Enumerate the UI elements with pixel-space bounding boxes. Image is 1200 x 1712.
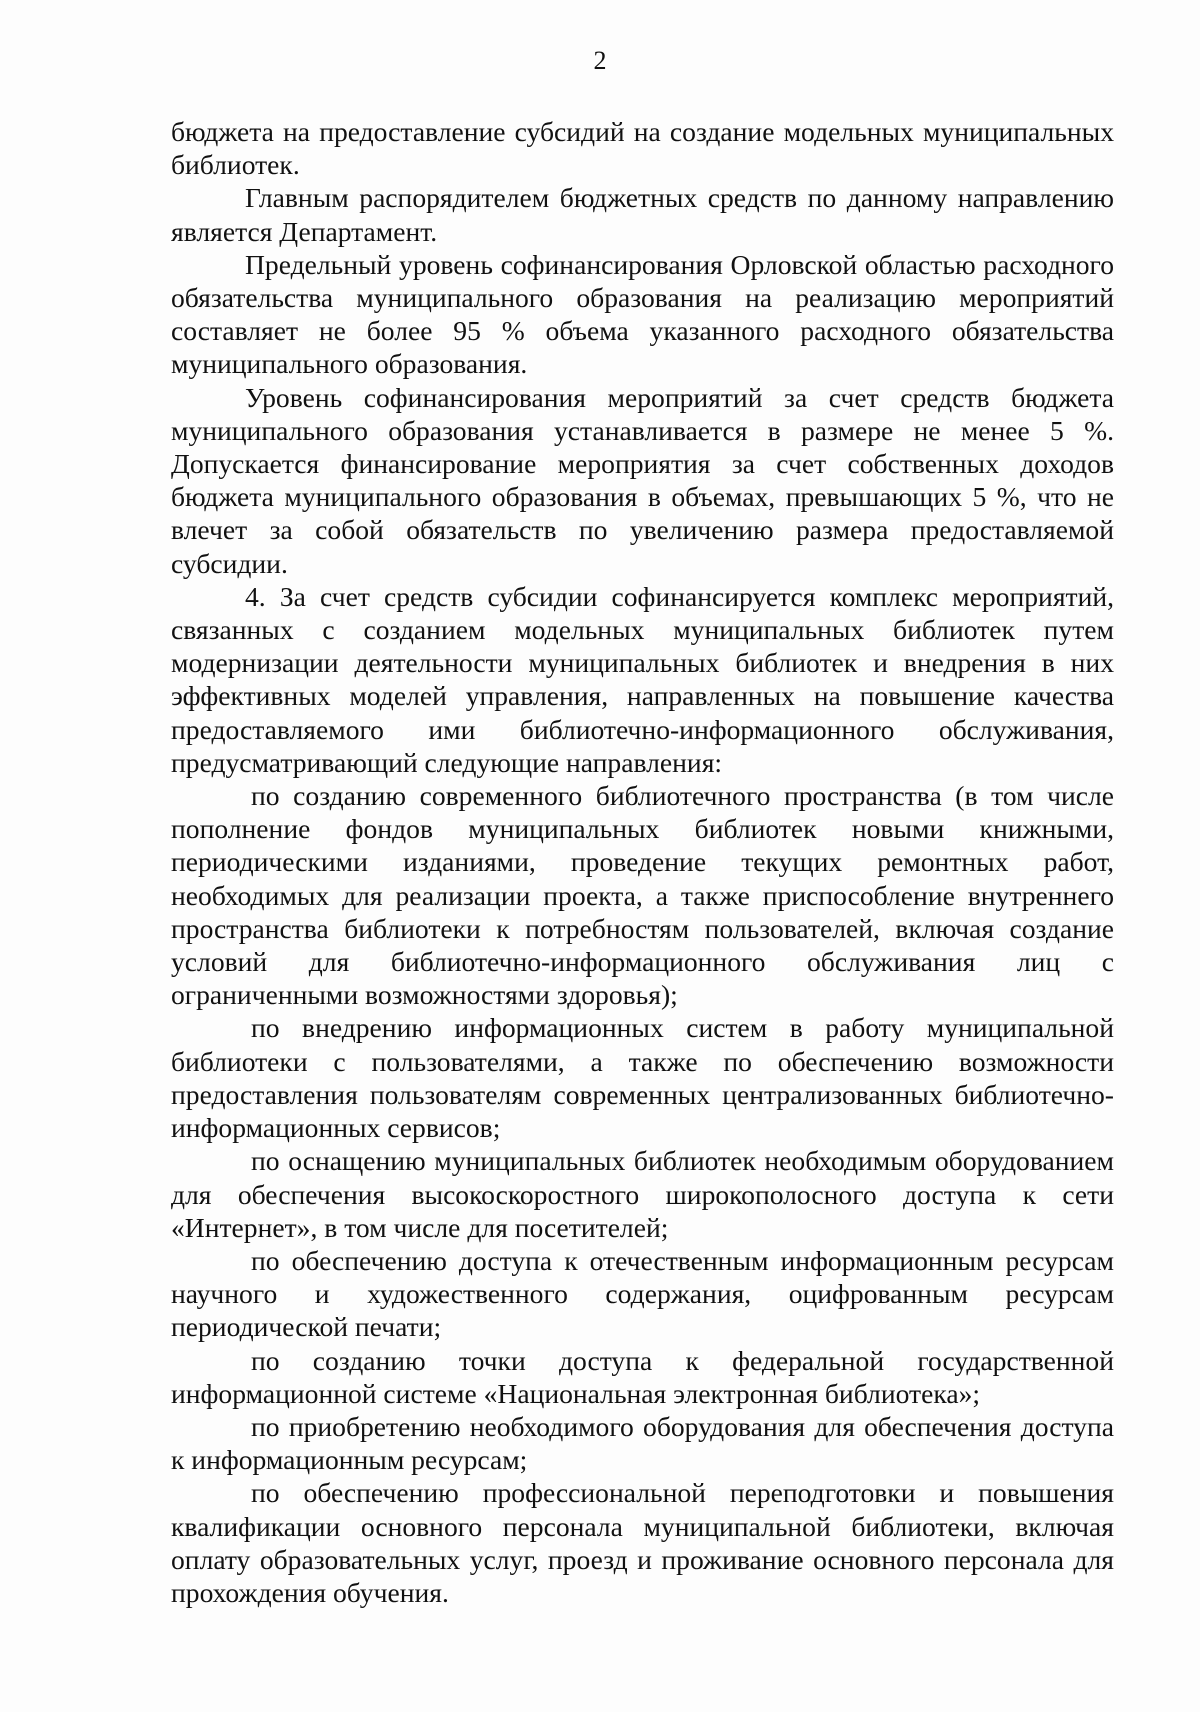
page-number: 2 <box>593 46 607 75</box>
paragraph-staff-training: по обеспечению профессиональной переподготовки и повышения квалификации основного персонала муниципальной библиотеки, включая оплату образовательных услуг, проезд и проживание основного персонала для прохождения обучения. <box>171 1477 1114 1608</box>
paragraph-neb-access-point: по созданию точки доступа к федеральной государственной информационной системе «Национальная электронная библиотека»; <box>171 1344 1114 1409</box>
document-body <box>171 115 1114 1609</box>
paragraph-equipment-purchase: по приобретению необходимого оборудования для обеспечения доступа к информационным ресурсам; <box>171 1410 1114 1476</box>
paragraph-chief-manager: Главным распорядителем бюджетных средств по данному направлению является Департамент. <box>171 182 1114 247</box>
paragraph-budget-continuation: бюджета на предоставление субсидий на создание модельных муниципальных библиотек. <box>171 116 1114 181</box>
paragraph-cofinancing-level: Уровень софинансирования мероприятий за счет средств бюджета муниципального образования устанавливается в размере не менее 5 %. Допускается финансирование мероприятия за счет собственных доходов бюджета муниципального образования в объемах, превышающих 5 %, что не влечет за собой обязательств по увеличению размера предоставляемой субсидии. <box>171 381 1114 579</box>
paragraph-information-systems: по внедрению информационных систем в работу муниципальной библиотеки с пользователями, а также по обеспечению возможности предоставления пользователям современных централизованных библиотечно-информационных сервисов; <box>171 1012 1114 1144</box>
paragraph-library-space: по созданию современного библиотечного пространства (в том числе пополнение фондов муниципальных библиотек новыми книжными, периодическими изданиями, проведение текущих ремонтных работ, необходимых для реализации проекта, а также приспособление внутреннего пространства библиотеки к потребностям пользователей, включая создание условий для библиотечно-информационного обслуживания лиц с ограниченными возможностями здоровья); <box>171 780 1114 1011</box>
paragraph-cofinancing-limit: Предельный уровень софинансирования Орловской областью расходного обязательства муниципального образования на реализацию мероприятий составляет не более 95 % объема указанного расходного обязательства муниципального образования. <box>171 248 1114 380</box>
paragraph-internet-equipment: по оснащению муниципальных библиотек необходимым оборудованием для обеспечения высокоскоростного широкополосного доступа к сети «Интернет», в том числе для посетителей; <box>171 1145 1114 1243</box>
paragraph-domestic-resources: по обеспечению доступа к отечественным информационным ресурсам научного и художественного содержания, оцифрованным ресурсам периодической печати; <box>171 1244 1114 1343</box>
paragraph-item-4: 4. За счет средств субсидии софинансируется комплекс мероприятий, связанных с созданием модельных муниципальных библиотек путем модернизации деятельности муниципальных библиотек и внедрения в них эффективных моделей управления, направленных на повышение качества предоставляемого ими библиотечно-информационного обслуживания, предусматривающий следующие направления: <box>171 580 1114 778</box>
